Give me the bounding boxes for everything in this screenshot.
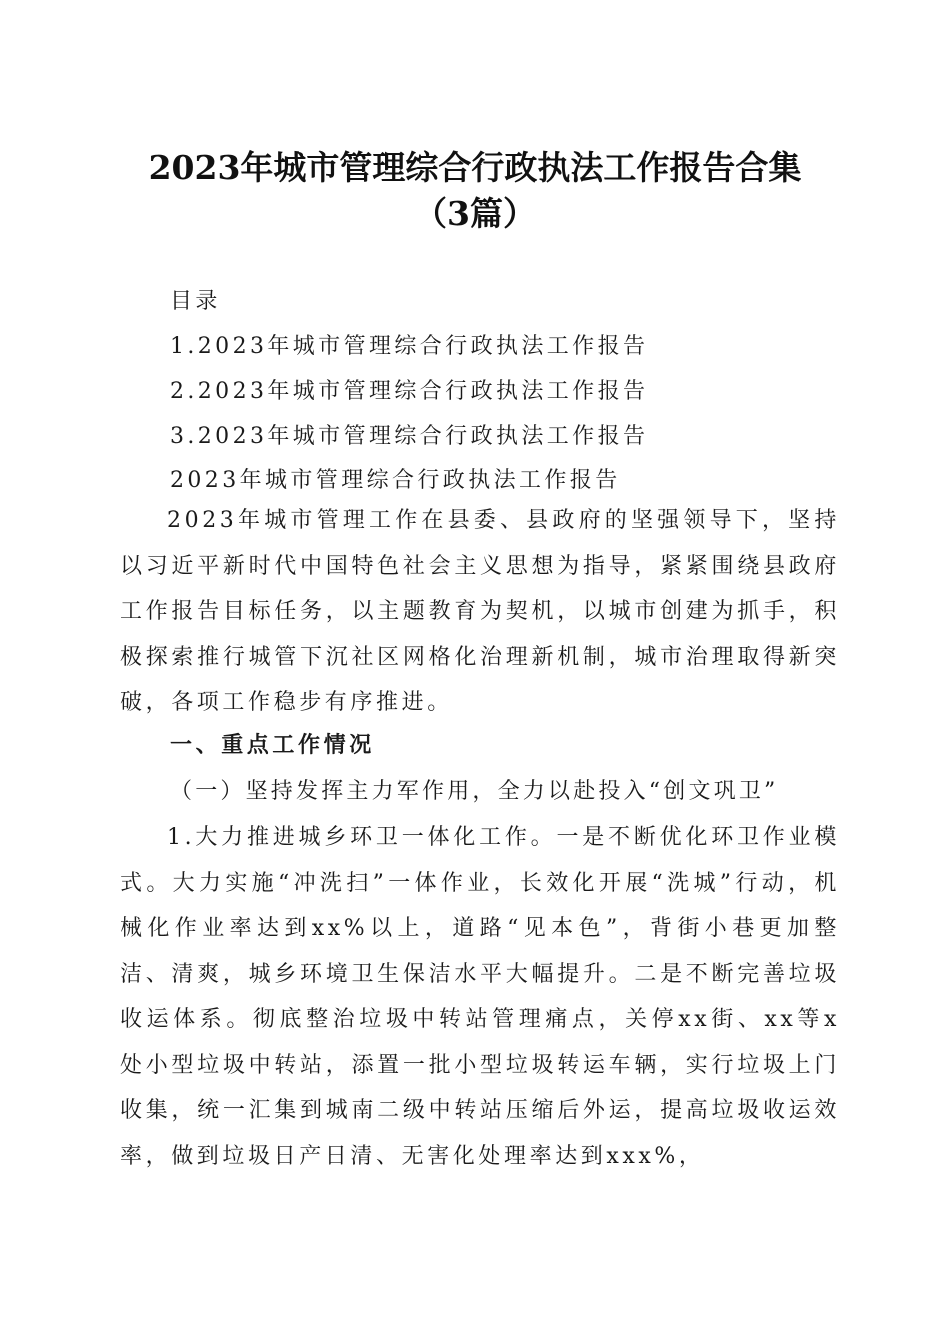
document-title: 2023年城市管理综合行政执法工作报告合集 xyxy=(148,148,802,187)
body-paragraph: 1.大力推进城乡环卫一体化工作。一是不断优化环卫作业模式。大力实施“冲洗扫”一体作业，长效化开展“洗城”行动，机械化作业率达到xx%以上，道路“见本色”，背街小巷更加整洁、清爽，城乡环境卫生保洁水平大幅提升。二是不断完善垃圾收运体系。彻底整治垃圾中转站管理痛点，关停xx街、xx等x处小型垃圾中转站，添置一批小型垃圾转运车辆，实行垃圾上门收集，统一汇集到城南二级中转站压缩后外运，提高垃圾收运效率，做到垃圾日产日清、无害化处理率达到xxx%， xyxy=(120,825,840,1169)
subsection-heading: （一）坚持发挥主力军作用，全力以赴投入“创文巩卫” xyxy=(170,779,779,804)
toc-item-3: 3.2023年城市管理综合行政执法工作报告 xyxy=(170,424,649,449)
document-title-subtitle: （3篇） xyxy=(414,194,536,233)
article-title: 2023年城市管理综合行政执法工作报告 xyxy=(170,468,621,493)
toc-label: 目录 xyxy=(170,289,221,314)
toc-item-2: 2.2023年城市管理综合行政执法工作报告 xyxy=(170,379,649,404)
section-heading: 一、重点工作情况 xyxy=(170,732,375,758)
intro-paragraph: 2023年城市管理工作在县委、县政府的坚强领导下，坚持以习近平新时代中国特色社会主义思想为指导，紧紧围绕县政府工作报告目标任务，以主题教育为契机，以城市创建为抓手，积极探索推行城管下沉社区网格化治理新机制，城市治理取得新突破，各项工作稳步有序推进。 xyxy=(120,508,840,715)
toc-item-1: 1.2023年城市管理综合行政执法工作报告 xyxy=(170,334,649,359)
